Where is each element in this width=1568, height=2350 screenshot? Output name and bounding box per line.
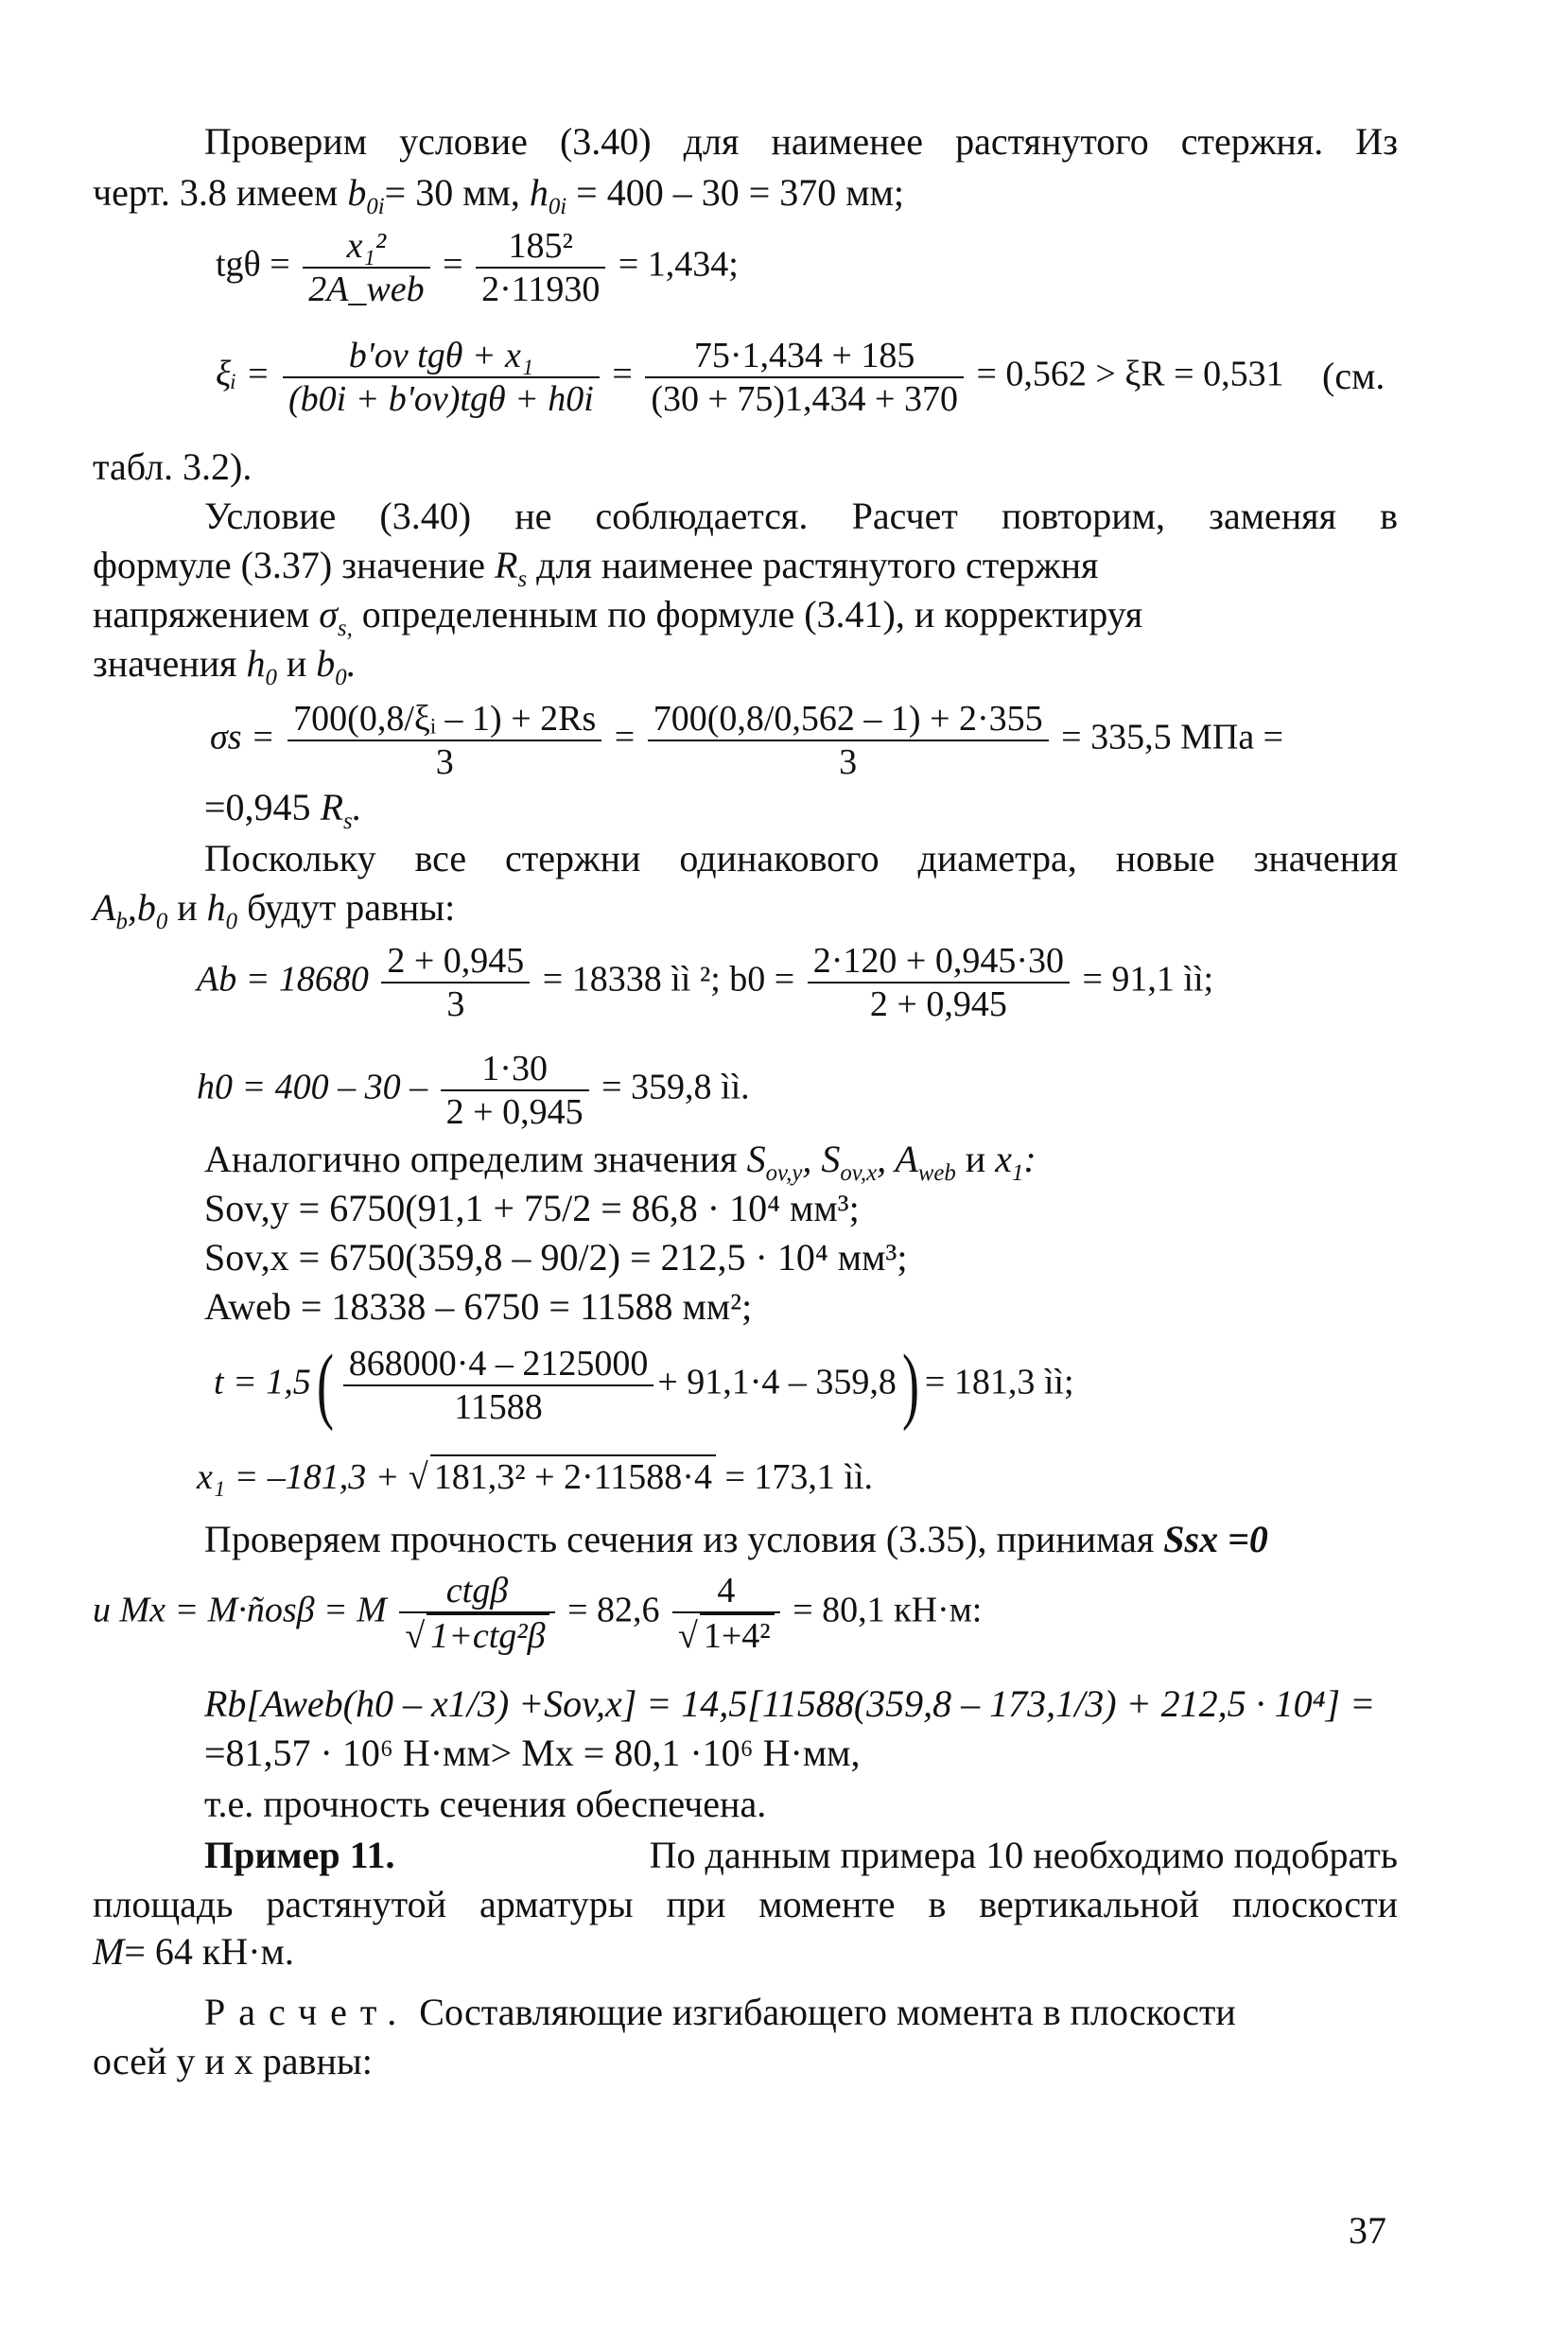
formula-text: x₁ = –181,3 + bbox=[197, 1457, 400, 1497]
text-span: формуле (3.37) значение bbox=[93, 544, 496, 586]
text-span: напряжением bbox=[93, 593, 320, 635]
formula-text: tgθ = bbox=[216, 244, 290, 285]
numerator: 185² bbox=[476, 225, 605, 269]
symbol-h0: $h_0$ bbox=[206, 886, 238, 934]
symbol-rs: $R_s$ bbox=[495, 544, 528, 592]
paren-right: ) bbox=[901, 1338, 919, 1432]
text-span: будут равны: bbox=[237, 886, 456, 929]
denominator: 3 bbox=[839, 742, 858, 782]
text-span: табл. 3.2). bbox=[93, 445, 253, 488]
text-span: =0,945 bbox=[204, 786, 321, 828]
text-span: = 400 – 30 = 370 мм; bbox=[566, 171, 904, 214]
text-line bbox=[93, 2039, 373, 2084]
fraction bbox=[476, 225, 605, 310]
text-line bbox=[93, 1929, 294, 1975]
symbol-x1: $x_1$: bbox=[995, 1138, 1037, 1186]
symbol-ab-b0: $A_b,b_0$ bbox=[93, 886, 168, 934]
denominator: 2·11930 bbox=[481, 270, 601, 309]
text-line bbox=[93, 885, 456, 934]
symbol-sigma-s: $\sigma_{s,}$ bbox=[319, 593, 353, 641]
text-span: По данным примера 10 необходимо подобрать bbox=[649, 1834, 1398, 1876]
text-line bbox=[93, 444, 252, 490]
fraction bbox=[283, 335, 600, 420]
numerator: b'ov tgθ + x₁ bbox=[283, 335, 600, 378]
formula-text: ξᵢ = bbox=[216, 354, 270, 394]
denominator: 2 + 0,945 bbox=[869, 984, 1007, 1024]
fraction bbox=[287, 698, 601, 783]
formula-sovx bbox=[204, 1235, 908, 1280]
formula-text: и Mx = M·ñosβ = M bbox=[93, 1590, 387, 1630]
denominator: 2 + 0,945 bbox=[445, 1092, 584, 1132]
numerator: 2 + 0,945 bbox=[381, 940, 530, 984]
formula-text: = 181,3 ìì; bbox=[924, 1362, 1074, 1402]
formula-text: t = 1,5 bbox=[214, 1362, 311, 1402]
symbol-h0i: $h_{0i}$ bbox=[529, 171, 567, 219]
text-line bbox=[204, 1517, 1268, 1562]
formula-ab-b0 bbox=[197, 940, 1213, 1025]
numerator: x₁² bbox=[303, 225, 429, 269]
formula-text: = 0,562 > ξR = 0,531 bbox=[976, 354, 1284, 394]
formula-text: = 1,434; bbox=[618, 244, 739, 285]
text-span: = 30 мм, bbox=[384, 171, 530, 214]
numerator: 700(0,8/ξᵢ – 1) + 2Rs bbox=[287, 698, 601, 741]
text-span: черт. 3.8 имеем bbox=[93, 171, 348, 214]
denominator: √ 1+4² bbox=[672, 1613, 780, 1657]
text-line bbox=[204, 119, 1398, 165]
text-span: и bbox=[276, 642, 317, 685]
text-span: Аналогично определим значения bbox=[204, 1138, 747, 1180]
numerator: 868000·4 – 2125000 bbox=[343, 1343, 654, 1386]
text-line bbox=[204, 494, 1398, 539]
formula-text: =81,57 · 10⁶ Н·мм> Mx = 80,1 ·10⁶ Н·мм, bbox=[204, 1732, 861, 1774]
text-span: Проверим условие (3.40) для наименее растянутого стержня. Из bbox=[204, 120, 1398, 163]
formula-mx bbox=[93, 1570, 982, 1657]
text-span: для наименее растянутого стержня bbox=[527, 544, 1099, 586]
numerator: 4 bbox=[672, 1570, 780, 1613]
numerator: 75·1,434 + 185 bbox=[645, 335, 964, 378]
denominator: (30 + 75)1,434 + 370 bbox=[651, 379, 958, 419]
formula-text: = 173,1 ìì. bbox=[724, 1457, 874, 1497]
numerator: ctgβ bbox=[399, 1570, 554, 1613]
text-span: и bbox=[955, 1138, 996, 1180]
text-span: Поскольку все стержни одинакового диаметра, новые значения bbox=[204, 837, 1398, 879]
text-span: Составляющие изгибающего момента в плоскости bbox=[409, 1991, 1236, 2033]
formula-text: = 80,1 кН·м: bbox=[793, 1590, 983, 1630]
formula-rb2 bbox=[204, 1731, 860, 1776]
numerator: 2·120 + 0,945·30 bbox=[808, 940, 1070, 984]
section-label: Расчет. bbox=[204, 1991, 410, 2033]
text-span: значения bbox=[93, 642, 247, 685]
text-line bbox=[93, 543, 1099, 592]
numerator: 700(0,8/0,562 – 1) + 2·355 bbox=[648, 698, 1049, 741]
formula-text: + 91,1·4 – 359,8 bbox=[657, 1362, 897, 1402]
symbol-b0: $b_0$. bbox=[316, 642, 357, 690]
formula-text: = 18338 ìì ²; b0 = bbox=[542, 959, 795, 1000]
radicand: 1+4² bbox=[700, 1613, 775, 1657]
text-span: Условие (3.40) не соблюдается. Расчет повторим, заменяя в bbox=[204, 495, 1398, 537]
text-line bbox=[93, 592, 1143, 641]
symbol-h0: $h_0$ bbox=[246, 642, 277, 690]
formula-sovy bbox=[204, 1186, 860, 1231]
symbol-s-ov: $S_{ov,y}$, $S_{ov,x}$, $A_{web}$ bbox=[746, 1138, 956, 1186]
example-title: Пример 11. bbox=[204, 1834, 395, 1876]
formula-text: Sov,y = 6750(91,1 + 75/2 = 86,8 · 10⁴ мм³; bbox=[204, 1187, 860, 1229]
text-line bbox=[93, 170, 904, 219]
text-line bbox=[204, 1137, 1037, 1186]
formula-text: Ssx =0 bbox=[1163, 1518, 1268, 1560]
symbol-m: M bbox=[93, 1930, 125, 1973]
fraction bbox=[672, 1570, 780, 1657]
text-span: = 64 кН·м. bbox=[124, 1930, 294, 1973]
text-line bbox=[93, 1882, 1398, 1927]
formula-x1 bbox=[197, 1454, 873, 1498]
denominator: 3 bbox=[435, 742, 454, 782]
formula-xi: ξᵢ = $\frac{\text{b'ov tgθ + x₁}}{\text{(b0i + b'ov)tgθ + h0i}}$ = $\frac{75\cdot 1,434 + 185}{(30 + 75)1,434 + 370}$ = 0,562 > ξR = 0,531 bbox=[216, 336, 1284, 419]
formula-tg-theta: tgθ = $\frac{\text{x₁²}}{\text{2A\_web}}$ = $\frac{\text{185²}}{2\cdot 11930}$ = 1,434; bbox=[216, 226, 739, 309]
fraction bbox=[441, 1048, 589, 1133]
text-span: т.е. прочность сечения обеспечена. bbox=[204, 1783, 767, 1825]
denominator: (b0i + b'ov)tgθ + h0i bbox=[287, 379, 594, 419]
denominator: 3 bbox=[446, 984, 465, 1024]
paren-left: ( bbox=[316, 1338, 334, 1432]
formula-sigma-s: σs = $\frac{\text{700(0,8/ξᵢ – 1) + 2Rs}}{3}$ = $\frac{700(0,8/0,562 - 1) + 2\cdot 355}{3}$ = 335,5 МПа = bbox=[210, 699, 1284, 782]
formula-t bbox=[214, 1338, 1074, 1432]
text-line bbox=[204, 836, 1398, 881]
formula-text: σs = bbox=[210, 717, 275, 757]
formula-text: Ab = 18680 bbox=[197, 959, 369, 1000]
symbol-rs: $R_s$. bbox=[320, 786, 362, 834]
text-line bbox=[204, 1833, 1398, 1878]
fraction bbox=[303, 225, 429, 310]
text-span: Проверяем прочность сечения из условия (3.35), принимая bbox=[204, 1518, 1164, 1560]
formula-text: Aweb = 18338 – 6750 = 11588 мм²; bbox=[204, 1285, 753, 1328]
formula-h0 bbox=[197, 1048, 750, 1133]
formula-text: = 359,8 ìì. bbox=[601, 1067, 750, 1107]
denominator: 11588 bbox=[454, 1387, 543, 1427]
page-number: 37 bbox=[1349, 2209, 1386, 2252]
numerator: 1·30 bbox=[441, 1048, 589, 1091]
symbol-b0i: $b_{0i}$ bbox=[347, 171, 385, 219]
text-line bbox=[204, 1782, 766, 1827]
text-span: определенным по формуле (3.41), и корректируя bbox=[352, 593, 1143, 635]
text-span: осей у и х равны: bbox=[93, 2040, 373, 2082]
denominator: 2A_web bbox=[308, 270, 425, 309]
fraction bbox=[645, 335, 964, 420]
text-line bbox=[93, 641, 357, 690]
fraction bbox=[648, 698, 1049, 783]
formula-text: Sov,x = 6750(359,8 – 90/2) = 212,5 · 10⁴ мм³; bbox=[204, 1236, 908, 1279]
sqrt-sign: √ bbox=[408, 1457, 428, 1497]
text-line bbox=[204, 1990, 1236, 2035]
fraction bbox=[808, 940, 1070, 1025]
formula-text: h0 = 400 – 30 – bbox=[197, 1067, 428, 1107]
text-span: и bbox=[167, 886, 207, 929]
text-span: площадь растянутой арматуры при моменте в вертикальной плоскости bbox=[93, 1883, 1398, 1925]
fraction bbox=[343, 1343, 654, 1428]
formula-text: = 335,5 МПа = bbox=[1061, 717, 1284, 757]
text-line bbox=[204, 785, 362, 834]
radicand: 1+ctg²β bbox=[427, 1613, 549, 1657]
formula-rb bbox=[204, 1681, 1375, 1727]
radicand: 181,3² + 2·11588·4 bbox=[430, 1454, 716, 1498]
formula-text: = 91,1 ìì; bbox=[1082, 959, 1214, 1000]
fraction bbox=[399, 1570, 554, 1657]
formula-text: = 82,6 bbox=[567, 1590, 660, 1630]
text-span: (см. bbox=[1322, 355, 1385, 397]
fraction bbox=[381, 940, 530, 1025]
denominator: √ 1+ctg²β bbox=[399, 1613, 554, 1657]
formula-text: Rb[Aweb(h0 – x1/3) +Sov,x] = 14,5[11588(359,8 – 173,1/3) + 212,5 · 10⁴] = bbox=[204, 1682, 1376, 1725]
formula-aweb bbox=[204, 1284, 752, 1330]
text-line bbox=[1322, 354, 1385, 399]
